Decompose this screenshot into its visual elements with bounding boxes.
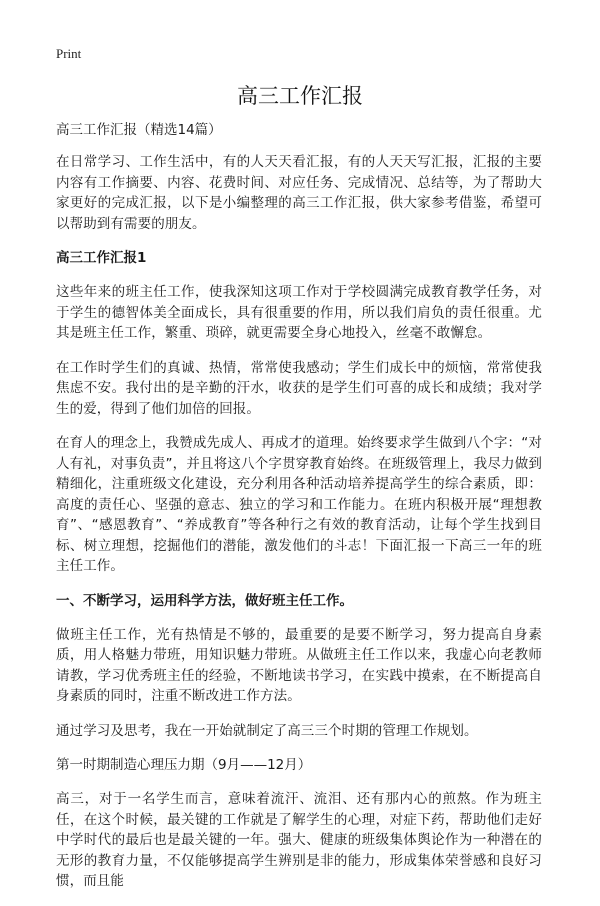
section-heading: 高三工作汇报1 <box>56 250 147 266</box>
paragraph-3: 在育人的理念上，我赞成先成人、再成才的道理。始终要求学生做到八个字：“对人有礼，对事负责”，并且将这八个字贯穿教育始终。在班级管理上，我尽力做到精细化，注重班级文化建设，充分利用各种活动培养提高学生的综合素质，即：高度的责任心、坚强的意志、独立的学习和工作能力。在班内积极开展“理想教育”、“感恩教育”、“养成教育”等各种行之有效的教育活动，让每个学生找到目标、树立理想，挖掘他们的潜能，激发他们的斗志！下面汇报一下高三一年的班主任工作。 <box>56 435 542 574</box>
print-link[interactable]: Print <box>56 46 82 61</box>
intro-paragraph: 在日常学习、工作生活中，有的人天天看汇报，有的人天天写汇报，汇报的主要内容有工作摘要、内容、花费时间、对应任务、完成情况、总结等，为了帮助大家更好的完成汇报，以下是小编整理的高三工作汇报，供大家参考借鉴，希望可以帮助到有需要的朋友。 <box>56 154 542 232</box>
document-body <box>56 120 542 906</box>
paragraph-2: 在工作时学生们的真诚、热情，常常使我感动；学生们成长中的烦恼，常常使我焦虑不安。我付出的是辛勤的汗水，收获的是学生们可喜的成长和成绩；我对学生的爱，得到了他们加倍的回报。 <box>56 359 542 417</box>
paragraph-1: 这些年来的班主任工作，使我深知这项工作对于学校圆满完成教育教学任务，对于学生的德智体美全面成长，具有很重要的作用，所以我们肩负的责任很重。尤其是班主任工作，繁重、琐碎，就更需要全身心地投入，丝毫不敢懈怠。 <box>56 284 542 341</box>
subsection-heading: 一、不断学习，运用科学方法，做好班主任工作。 <box>56 592 353 609</box>
document-subtitle: 高三工作汇报（精选14篇） <box>56 122 222 138</box>
document-title: 高三工作汇报 <box>237 84 363 108</box>
paragraph-6: 高三，对于一名学生而言，意味着流汗、流泪、还有那内心的煎熬。作为班主任，在这个时候，最关键的工作就是了解学生的心理，对症下药，帮助他们走好中学时代的最后也是最关键的一年。强大、健康的班级集体舆论作为一种潜在的无形的教育力量，不仅能够提高学生辨别是非的能力，形成集体荣誉感和良好习惯，而且能 <box>56 791 542 889</box>
period-label: 第一时期制造心理压力期（9月——12月） <box>56 757 312 773</box>
paragraph-4: 做班主任工作，光有热情是不够的，最重要的是要不断学习，努力提高自身素质，用人格魅力带班，用知识魅力带班。从做班主任工作以来，我虚心向老教师请教，学习优秀班主任的经验，不断地读书学习，在实践中摸索，在不断提高自身素质的同时，注重不断改进工作方法。 <box>56 626 542 704</box>
paragraph-5: 通过学习及思考，我在一开始就制定了高三三个时期的管理工作规划。 <box>56 722 478 739</box>
